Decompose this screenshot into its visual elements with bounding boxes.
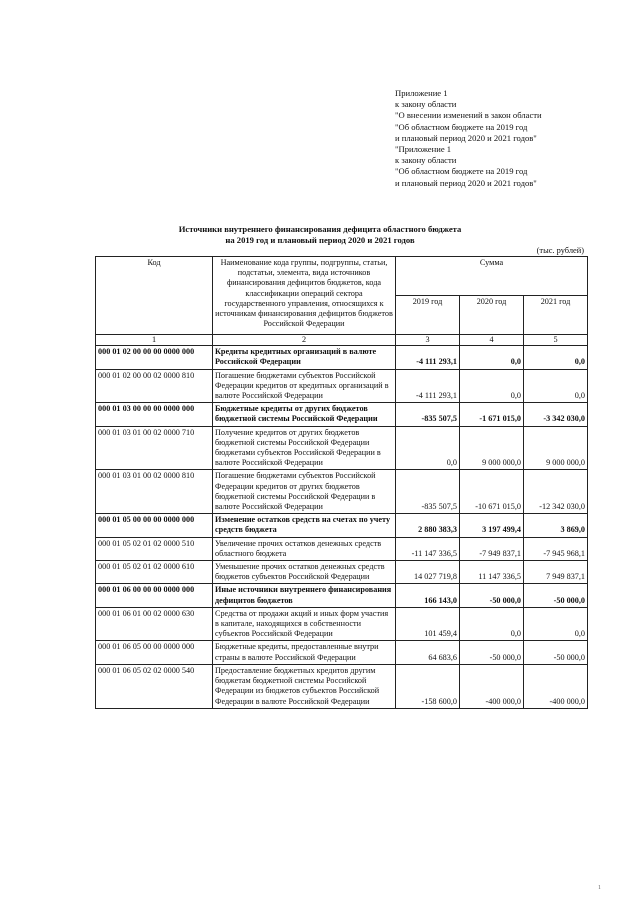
table-row — [96, 369, 588, 403]
header-2021: 2021 год — [524, 296, 588, 335]
appendix-line: "Об областном бюджете на 2019 год — [395, 121, 528, 132]
title-line-2: на 2019 год и плановый период 2020 и 2021 годов — [225, 235, 415, 245]
row-value-2019: -4 111 293,1 — [396, 346, 460, 369]
column-index: 2 — [213, 335, 396, 346]
row-name: Уменьшение прочих остатков денежных средств бюджетов субъектов Российской Федерации — [213, 561, 396, 584]
row-value-2020: -50 000,0 — [460, 584, 524, 607]
table-row — [96, 470, 588, 514]
units-label: (тыс. рублей) — [536, 246, 584, 255]
row-value-2020: 0,0 — [460, 346, 524, 369]
row-value-2019: 166 143,0 — [396, 584, 460, 607]
row-name: Бюджетные кредиты, предоставленные внутри страны в валюте Российской Федерации — [213, 641, 396, 664]
row-name: Предоставление бюджетных кредитов другим бюджетам бюджетной системы Российской Федерации из бюджетов субъектов Российской Федерации в валюте Российской Федерации — [213, 664, 396, 708]
row-value-2020: 0,0 — [460, 369, 524, 403]
row-value-2019: -835 507,5 — [396, 403, 460, 426]
column-index: 5 — [524, 335, 588, 346]
row-value-2019: 101 459,4 — [396, 607, 460, 641]
row-name: Увеличение прочих остатков денежных средств областного бюджета — [213, 537, 396, 560]
header-2020: 2020 год — [460, 296, 524, 335]
row-value-2021: -3 342 030,0 — [524, 403, 588, 426]
row-code: 000 01 03 01 00 02 0000 810 — [96, 470, 213, 514]
row-value-2021: -12 342 030,0 — [524, 470, 588, 514]
row-value-2020: 3 197 499,4 — [460, 514, 524, 537]
appendix-line: "Приложение 1 — [395, 144, 452, 155]
title-line-1: Источники внутреннего финансирования дефицита областного бюджета — [178, 224, 462, 234]
row-code: 000 01 05 02 01 02 0000 610 — [96, 561, 213, 584]
header-sum: Сумма — [396, 257, 588, 296]
row-value-2020: -1 671 015,0 — [460, 403, 524, 426]
row-value-2021: 3 869,0 — [524, 514, 588, 537]
table-row — [96, 664, 588, 708]
row-value-2020: 11 147 336,5 — [460, 561, 524, 584]
row-code: 000 01 02 00 00 00 0000 000 — [96, 346, 213, 369]
financing-sources-table — [95, 256, 588, 709]
row-code: 000 01 06 05 02 02 0000 540 — [96, 664, 213, 708]
table-row — [96, 584, 588, 607]
row-value-2019: -158 600,0 — [396, 664, 460, 708]
row-name: Иные источники внутреннего финансирования дефицитов бюджетов — [213, 584, 396, 607]
appendix-line: "Об областном бюджете на 2019 год — [395, 166, 528, 177]
header-row — [96, 257, 588, 296]
row-name: Погашение бюджетами субъектов Российской Федерации кредитов от кредитных организаций в валюте Российской Федерации — [213, 369, 396, 403]
page-marker: 1 — [598, 885, 601, 891]
row-value-2019: 64 683,6 — [396, 641, 460, 664]
row-code: 000 01 02 00 00 02 0000 810 — [96, 369, 213, 403]
row-name: Средства от продажи акций и иных форм участия в капитале, находящихся в собственности субъектов Российской Федерации — [213, 607, 396, 641]
row-value-2019: 0,0 — [396, 426, 460, 470]
appendix-line: к закону области — [395, 99, 457, 110]
table-row — [96, 514, 588, 537]
row-code: 000 01 06 00 00 00 0000 000 — [96, 584, 213, 607]
row-code: 000 01 05 02 01 02 0000 510 — [96, 537, 213, 560]
row-value-2021: 0,0 — [524, 369, 588, 403]
row-value-2019: -11 147 336,5 — [396, 537, 460, 560]
row-name: Погашение бюджетами субъектов Российской Федерации кредитов от других бюджетов бюджетной системы Российской Федерации в валюте Российской Федерации — [213, 470, 396, 514]
row-code: 000 01 06 05 00 00 0000 000 — [96, 641, 213, 664]
row-value-2019: -4 111 293,1 — [396, 369, 460, 403]
column-index: 1 — [96, 335, 213, 346]
row-value-2020: -50 000,0 — [460, 641, 524, 664]
appendix-line: и плановый период 2020 и 2021 годов" — [395, 177, 537, 188]
row-value-2020: 0,0 — [460, 607, 524, 641]
header-2019: 2019 год — [396, 296, 460, 335]
row-code: 000 01 03 01 00 02 0000 710 — [96, 426, 213, 470]
header-name: Наименование кода группы, подгруппы, статьи, подстатьи, элемента, вида источников финансирования дефицитов бюджетов, кода классификации операций сектора государственного управления, относящихся к источникам финансирования дефицитов бюджетов Российской Федерации — [213, 257, 396, 335]
table-row — [96, 426, 588, 470]
table-row — [96, 537, 588, 560]
row-name: Изменение остатков средств на счетах по учету средств бюджета — [213, 514, 396, 537]
appendix-line: к закону области — [395, 155, 457, 166]
row-value-2021: 0,0 — [524, 607, 588, 641]
row-value-2021: 9 000 000,0 — [524, 426, 588, 470]
row-value-2021: 7 949 837,1 — [524, 561, 588, 584]
table-row — [96, 641, 588, 664]
row-name: Кредиты кредитных организаций в валюте Российской Федерации — [213, 346, 396, 369]
row-value-2021: -50 000,0 — [524, 641, 588, 664]
appendix-line: Приложение 1 — [395, 88, 448, 98]
row-code: 000 01 06 01 00 02 0000 630 — [96, 607, 213, 641]
row-value-2021: -400 000,0 — [524, 664, 588, 708]
table-row — [96, 607, 588, 641]
row-value-2020: 9 000 000,0 — [460, 426, 524, 470]
row-code: 000 01 05 00 00 00 0000 000 — [96, 514, 213, 537]
table-row — [96, 346, 588, 369]
row-value-2020: -7 949 837,1 — [460, 537, 524, 560]
row-value-2021: -7 945 968,1 — [524, 537, 588, 560]
row-value-2019: -835 507,5 — [396, 470, 460, 514]
table-row — [96, 561, 588, 584]
table-row — [96, 403, 588, 426]
column-index: 3 — [396, 335, 460, 346]
appendix-block — [395, 88, 542, 189]
appendix-line: и плановый период 2020 и 2021 годов" — [395, 132, 537, 143]
document-title — [0, 224, 640, 246]
row-code: 000 01 03 00 00 00 0000 000 — [96, 403, 213, 426]
row-value-2020: -400 000,0 — [460, 664, 524, 708]
row-value-2020: -10 671 015,0 — [460, 470, 524, 514]
row-value-2021: 0,0 — [524, 346, 588, 369]
header-code: Код — [96, 257, 213, 335]
row-value-2021: -50 000,0 — [524, 584, 588, 607]
appendix-line: "О внесении изменений в закон области — [395, 110, 542, 121]
row-value-2019: 14 027 719,8 — [396, 561, 460, 584]
row-name: Бюджетные кредиты от других бюджетов бюджетной системы Российской Федерации — [213, 403, 396, 426]
row-value-2019: 2 880 383,3 — [396, 514, 460, 537]
row-name: Получение кредитов от других бюджетов бюджетной системы Российской Федерации бюджетами субъектов Российской Федерации в валюте Российской Федерации — [213, 426, 396, 470]
column-index: 4 — [460, 335, 524, 346]
column-index-row — [96, 335, 588, 346]
